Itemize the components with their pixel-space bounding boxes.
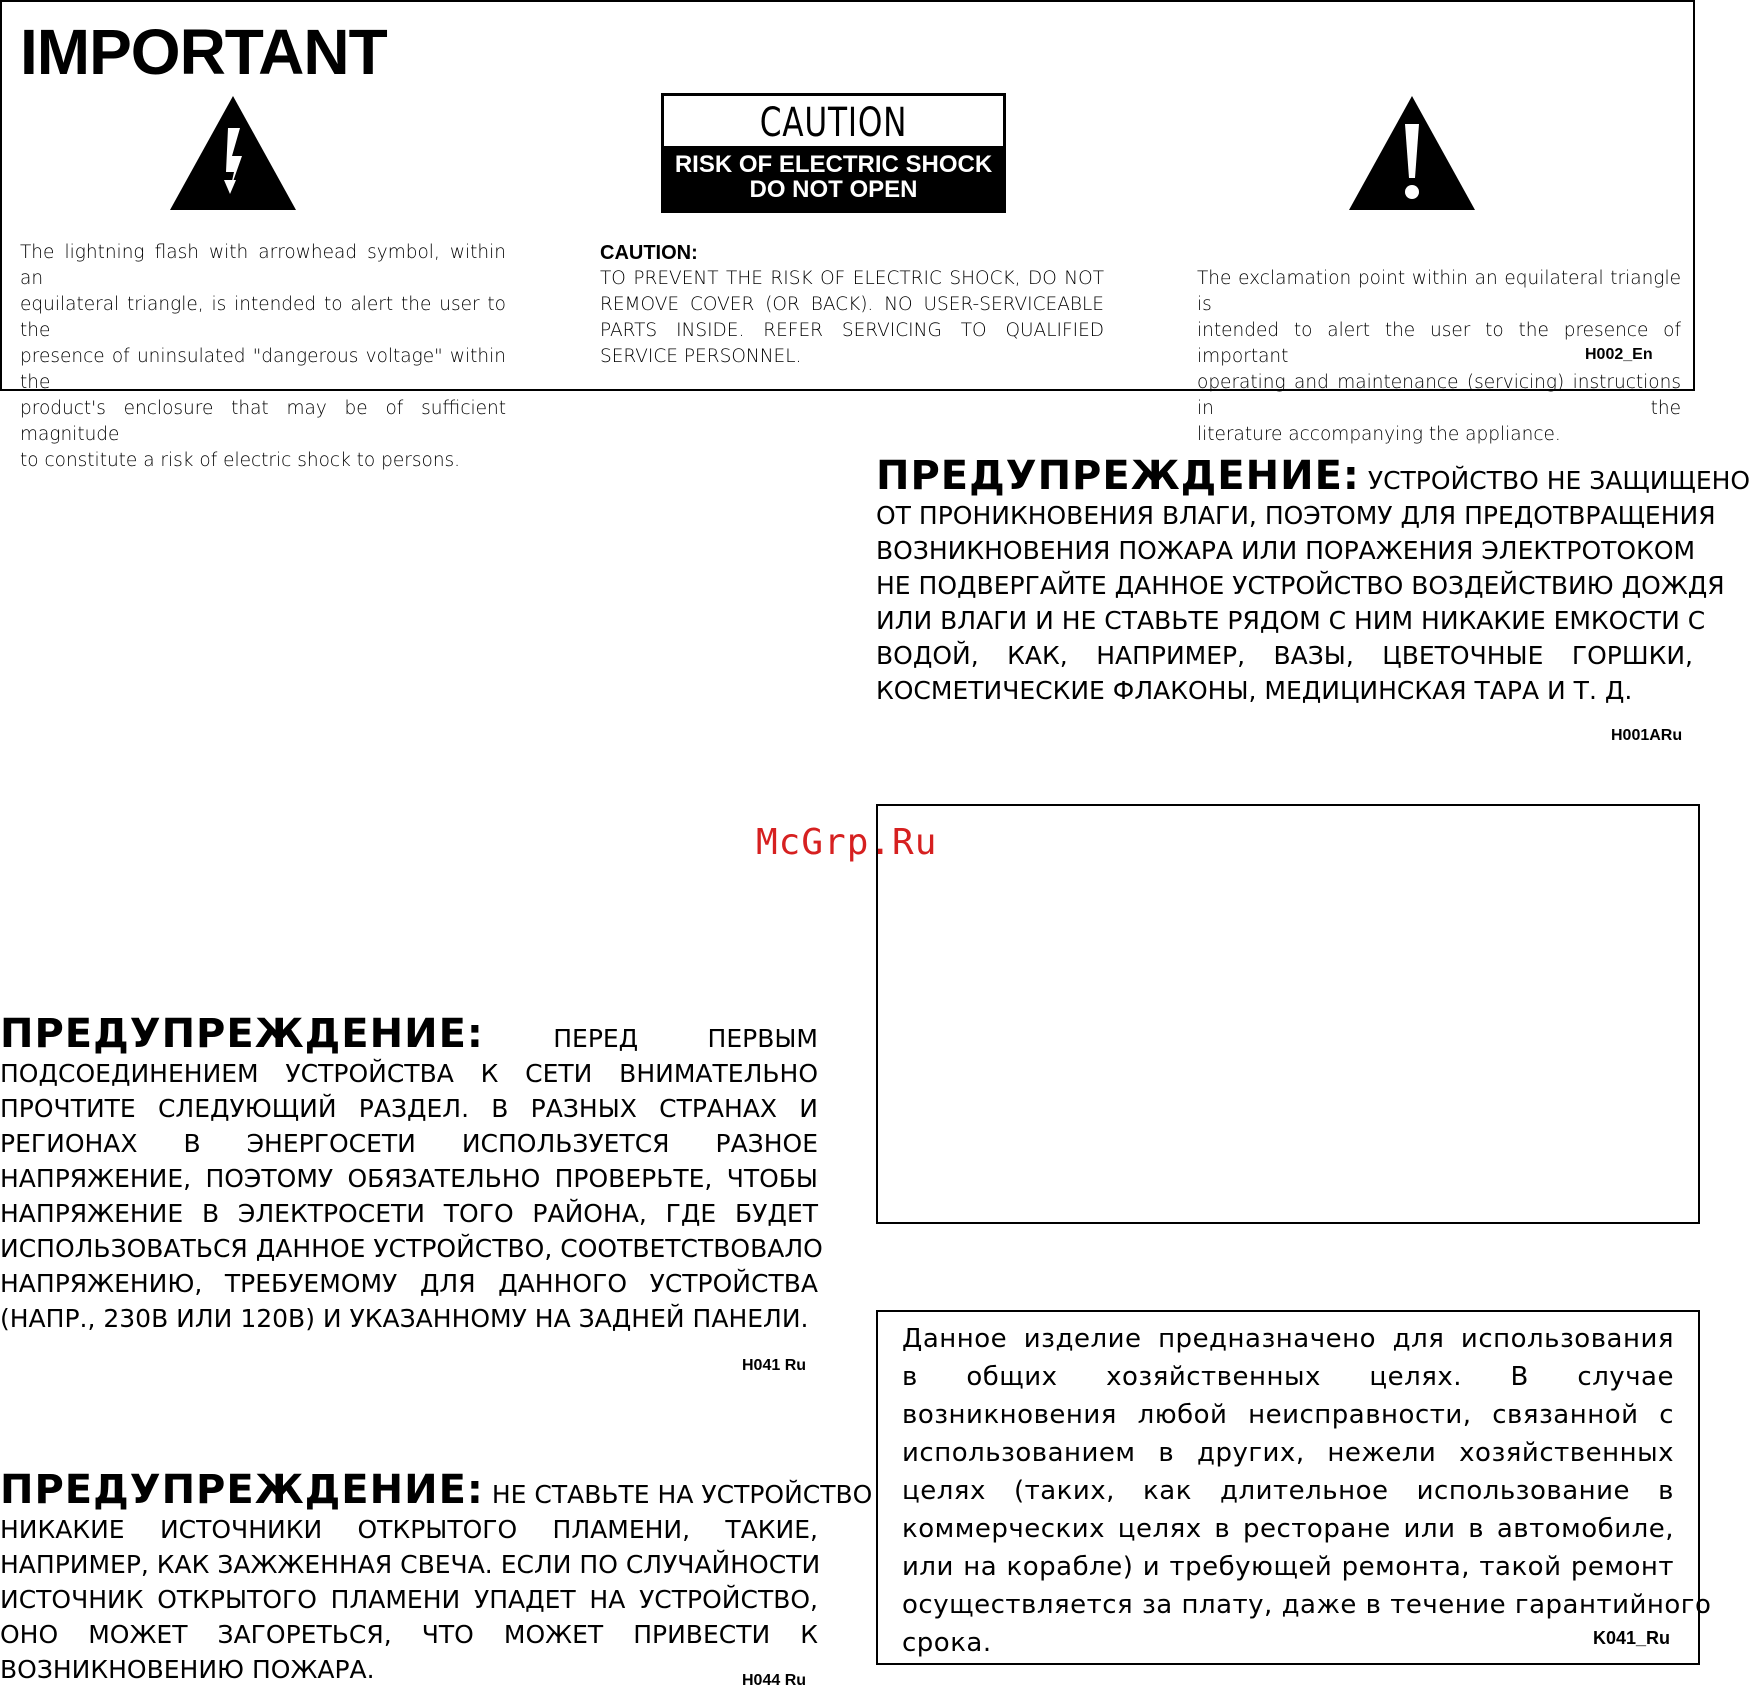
exclamation-warning-icon (1347, 94, 1477, 212)
document-code: H041 Ru (742, 1357, 807, 1374)
text-line: to constitute a risk of electric shock to persons. (20, 450, 461, 471)
lightning-warning-icon (168, 94, 298, 212)
text-line: product's enclosure that may be of sufficient magnitude (20, 398, 506, 445)
text-line: Данное изделие предназначено для использования (902, 1324, 1674, 1354)
text-line: НАПРЯЖЕНИЮ, ТРЕБУЕМОМУ ДЛЯ ДАННОГО УСТРОЙСТВА (0, 1269, 818, 1298)
text-line: literature accompanying the appliance. (1197, 424, 1561, 445)
voltage-warning (0, 1011, 823, 1336)
text-line: коммерческих целях в ресторане или в автомобиле, (902, 1514, 1674, 1544)
caution-label-line2: DO NOT OPEN (749, 176, 918, 203)
text-line: TO PREVENT THE RISK OF ELECTRIC SHOCK, DO NOT (600, 268, 1104, 289)
text-line: НАПРЯЖЕНИЕ В ЭЛЕКТРОСЕТИ ТОГО РАЙОНА, ГДЕ БУДЕТ (0, 1199, 818, 1228)
text-line: КОСМЕТИЧЕСКИЕ ФЛАКОНЫ, МЕДИЦИНСКАЯ ТАРА И Т. Д. (876, 676, 1633, 705)
text-line: (НАПР., 230В ИЛИ 120В) И УКАЗАННОМУ НА ЗАДНЕЙ ПАНЕЛИ. (0, 1304, 809, 1333)
text-line: The exclamation point within an equilateral triangle is (1197, 268, 1681, 315)
text-line: PARTS INSIDE. REFER SERVICING TO QUALIFIED (600, 320, 1104, 341)
text-line: НИКАКИЕ ИСТОЧНИКИ ОТКРЫТОГО ПЛАМЕНИ, ТАКИЕ, (0, 1515, 818, 1544)
text-line: operating and maintenance (servicing) instructions in the (1197, 372, 1681, 419)
warning-first-line (0, 1011, 818, 1057)
document-code: H002_En (1585, 346, 1653, 363)
text-line: ВОДОЙ, КАК, НАПРИМЕР, ВАЗЫ, ЦВЕТОЧНЫЕ ГОРШКИ, (876, 641, 1693, 670)
text-line: presence of uninsulated "dangerous voltage" within the (20, 346, 506, 393)
caution-heading: CAUTION: (600, 242, 698, 264)
text-line: РЕГИОНАХ В ЭНЕРГОСЕТИ ИСПОЛЬЗУЕТСЯ РАЗНОЕ (0, 1129, 818, 1158)
text-line: ОНО МОЖЕТ ЗАГОРЕТЬСЯ, ЧТО МОЖЕТ ПРИВЕСТИ К (0, 1620, 818, 1649)
text-line: The lightning flash with arrowhead symbol, within an (20, 242, 506, 289)
text-line: ИСТОЧНИК ОТКРЫТОГО ПЛАМЕНИ УПАДЕТ НА УСТРОЙСТВО, (0, 1585, 818, 1614)
text-line: ПРОЧТИТЕ СЛЕДУЮЩИЙ РАЗДЕЛ. В РАЗНЫХ СТРАНАХ И (0, 1094, 818, 1123)
text-line: ОТ ПРОНИКНОВЕНИЯ ВЛАГИ, ПОЭТОМУ ДЛЯ ПРЕДОТВРАЩЕНИЯ (876, 501, 1716, 530)
text-line: intended to alert the user to the presence of important (1197, 320, 1681, 367)
text-line: НАПРЯЖЕНИЕ, ПОЭТОМУ ОБЯЗАТЕЛЬНО ПРОВЕРЬТЕ, ЧТОБЫ (0, 1164, 818, 1193)
text-line: ИСПОЛЬЗОВАТЬСЯ ДАННОЕ УСТРОЙСТВО, СООТВЕТСТВОВАЛО (0, 1234, 823, 1263)
document-code: H044 Ru (742, 1672, 807, 1689)
text-line: использованием в других, нежели хозяйственных (902, 1438, 1674, 1468)
caution-label-warning (664, 146, 1003, 210)
important-box (0, 0, 1695, 471)
caution-label-title: CAUTION (759, 100, 908, 146)
warning-text: УСТРОЙСТВО НЕ ЗАЩИЩЕНО (1367, 466, 1750, 495)
household-use-notice (876, 1310, 1712, 1665)
text-line: или на корабле) и требующей ремонта, такой ремонт (902, 1552, 1674, 1582)
text-line: целях (таких, как длительное использование в (902, 1476, 1674, 1506)
household-notice-text (902, 1320, 1712, 1662)
open-flame-warning (0, 1467, 873, 1687)
warning-first-line (876, 453, 1750, 499)
document-code: K041_Ru (1592, 1628, 1670, 1648)
text-line: осуществляется за плату, даже в течение гарантийного (902, 1590, 1712, 1620)
text-line: возникновения любой неисправности, связанной с (902, 1400, 1674, 1430)
text-line: в общих хозяйственных целях. В случае (902, 1362, 1674, 1392)
caution-description (600, 240, 1104, 370)
text-line: ПОДСОЕДИНЕНИЕМ УСТРОЙСТВА К СЕТИ ВНИМАТЕЛЬНО (0, 1059, 818, 1088)
warning-heading: ПРЕДУПРЕЖДЕНИЕ: (876, 453, 1360, 499)
warning-first-line (0, 1467, 873, 1513)
caution-label (661, 93, 1006, 213)
caution-label-line1: RISK OF ELECTRIC SHOCK (674, 151, 993, 178)
document-code: H001ARu (1611, 727, 1683, 744)
text-line: REMOVE COVER (OR BACK). NO USER-SERVICEABLE (600, 294, 1104, 315)
lightning-symbol-description (20, 240, 506, 474)
text-line: НАПРИМЕР, КАК ЗАЖЖЕННАЯ СВЕЧА. ЕСЛИ ПО СЛУЧАЙНОСТИ (0, 1550, 821, 1579)
text-line: ВОЗНИКНОВЕНИЮ ПОЖАРА. (0, 1655, 375, 1684)
moisture-warning (876, 453, 1750, 708)
text-line: НЕ ПОДВЕРГАЙТЕ ДАННОЕ УСТРОЙСТВО ВОЗДЕЙСТВИЮ ДОЖДЯ (876, 571, 1725, 600)
warning-text: ПЕРЕД ПЕРВЫМ (553, 1024, 818, 1053)
warning-text: НЕ СТАВЬТЕ НА УСТРОЙСТВО (491, 1480, 873, 1509)
important-title: IMPORTANT (20, 16, 387, 88)
empty-label-box (876, 804, 1700, 1224)
warning-heading: ПРЕДУПРЕЖДЕНИЕ: (0, 1011, 484, 1057)
warning-heading: ПРЕДУПРЕЖДЕНИЕ: (0, 1467, 484, 1513)
text-line: срока. (902, 1628, 992, 1658)
text-line: ИЛИ ВЛАГИ И НЕ СТАВЬТЕ РЯДОМ С НИМ НИКАКИЕ ЕМКОСТИ С (876, 606, 1706, 635)
watermark: McGrp.Ru (756, 822, 938, 863)
text-line: equilateral triangle, is intended to alert the user to the (20, 294, 506, 341)
text-line: SERVICE PERSONNEL. (600, 346, 802, 367)
text-line: ВОЗНИКНОВЕНИЯ ПОЖАРА ИЛИ ПОРАЖЕНИЯ ЭЛЕКТРОТОКОМ (876, 536, 1696, 565)
